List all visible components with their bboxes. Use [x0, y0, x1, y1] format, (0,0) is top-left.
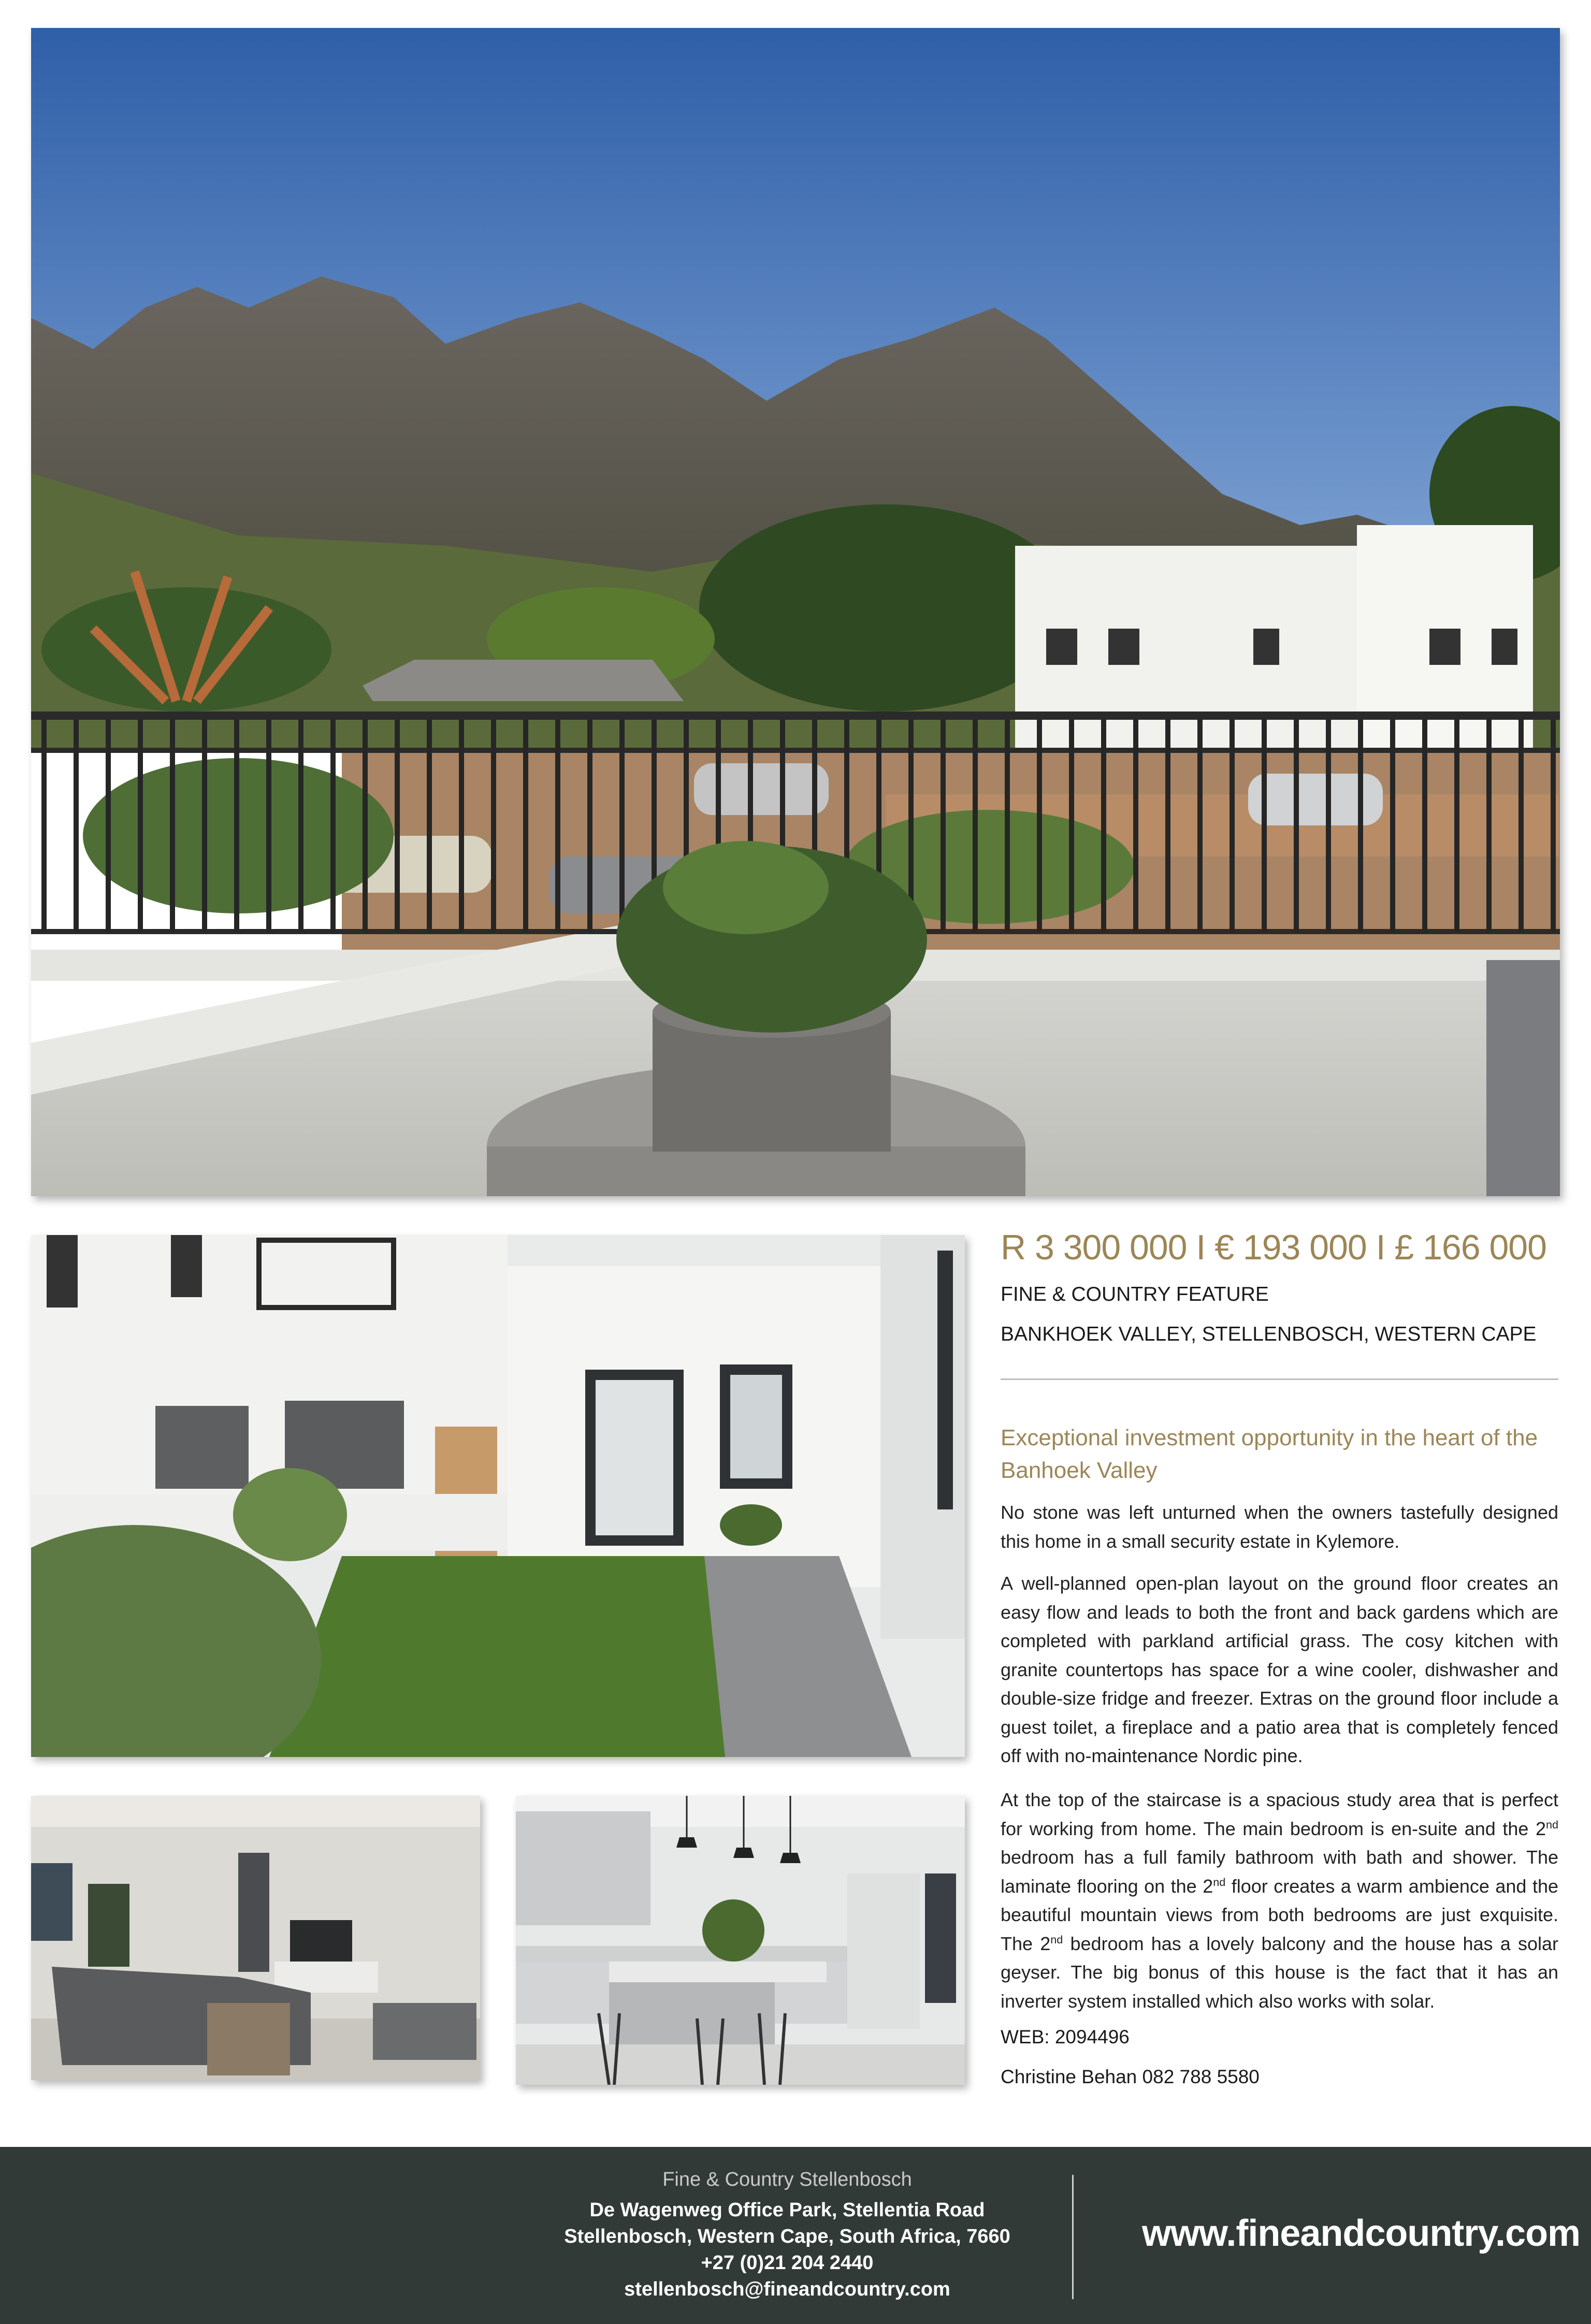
living-room-photo: [31, 1796, 480, 2080]
listing-headline: Exceptional investment opportunity in the heart of the Banhoek Valley: [1001, 1425, 1538, 1483]
office-name: Fine & Country Stellenbosch: [662, 2169, 912, 2190]
website-link[interactable]: www.fineandcountry.com: [1142, 2213, 1581, 2254]
p3-segment: bedroom has a lovely balcony and the house has a solar geyser. The big bonus of this house is the fact that it has an inverter system installed which also works with solar.: [1001, 1933, 1558, 2012]
ordinal-suffix: nd: [1050, 1933, 1063, 1946]
office-address-line-1: De Wagenweg Office Park, Stellentia Road: [589, 2199, 985, 2221]
hero-photo-terrace-mountain-view: [31, 28, 1560, 1196]
property-location: BANKHOEK VALLEY, STELLENBOSCH, WESTERN CAPE: [1001, 1323, 1537, 1345]
kitchen-photo: [516, 1796, 965, 2085]
p3-segment: At the top of the staircase is a spacious study area that is perfect for working from home. The main bedroom is en-suite and the 2: [1001, 1789, 1558, 1839]
p3-segment: floor creates a warm ambience and the beautiful mountain views from both bedrooms are just exquisite. The 2: [1001, 1875, 1558, 1954]
description-paragraph-2: A well-planned open-plan layout on the ground floor creates an easy flow and leads to both the front and back gardens which are completed with parkland artificial grass. The cosy kitchen with granite countertops has space for a wine cooler, dishwasher and double-size fridge and freezer. Extras on the ground floor include a guest toilet, a fireplace and a patio area that is completely fenced off with no-maintenance Nordic pine.: [1001, 1573, 1558, 1766]
office-phone: +27 (0)21 204 2440: [701, 2252, 874, 2274]
description-paragraph-3: [1001, 1785, 1558, 2015]
ordinal-suffix: nd: [1545, 1818, 1558, 1831]
ordinal-suffix: nd: [1213, 1875, 1226, 1889]
price: R 3 300 000 I € 193 000 I £ 166 000: [1001, 1228, 1546, 1267]
feature-label: FINE & COUNTRY FEATURE: [1001, 1283, 1269, 1305]
section-divider: [1001, 1378, 1558, 1380]
description-paragraph-1: No stone was left unturned when the owners tastefully designed this home in a small security estate in Kylemore.: [1001, 1502, 1558, 1552]
office-address-line-2: Stellenbosch, Western Cape, South Africa, 7660: [564, 2226, 1010, 2247]
p3-segment: bedroom has a full family bathroom with bath and shower. The laminate flooring on the 2: [1001, 1847, 1558, 1897]
agent-contact: Christine Behan 082 788 5580: [1001, 2066, 1260, 2087]
footer-divider: [1072, 2175, 1074, 2299]
web-reference: WEB: 2094496: [1001, 2026, 1130, 2047]
office-email[interactable]: stellenbosch@fineandcountry.com: [624, 2278, 950, 2300]
exterior-garden-photo: [31, 1235, 965, 1757]
